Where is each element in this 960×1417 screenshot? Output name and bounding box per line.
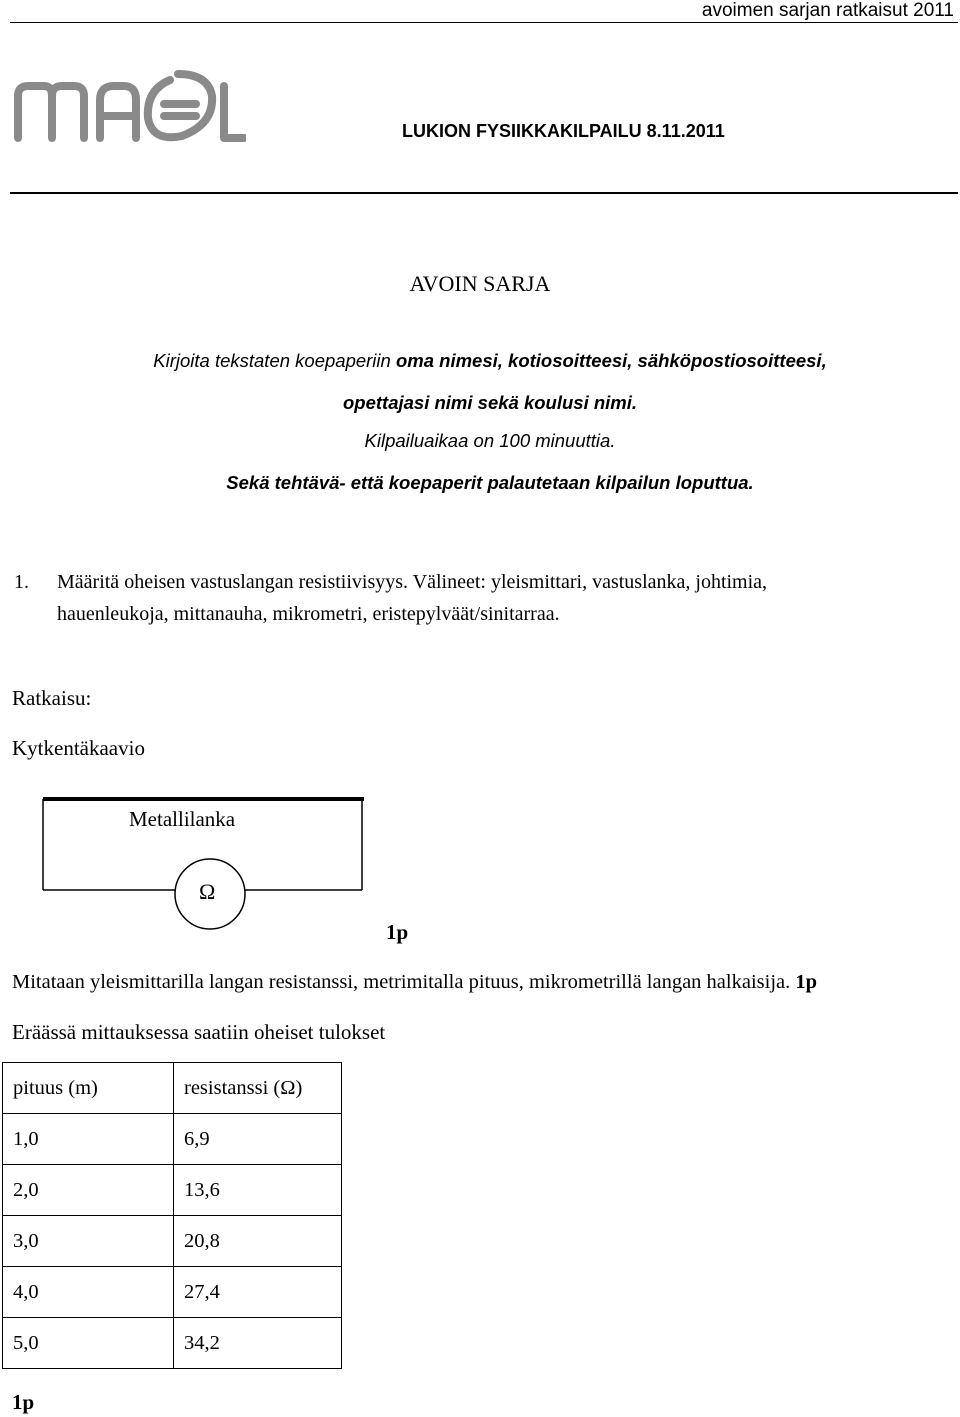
table-points: 1p — [12, 1390, 35, 1414]
table-row — [3, 1318, 342, 1369]
diagram-points: 1p — [386, 920, 409, 944]
table-header-row — [3, 1063, 342, 1114]
table-cell-length: 1,0 — [3, 1114, 174, 1165]
table-row — [3, 1165, 342, 1216]
results-intro: Eräässä mittauksessa saatiin oheiset tulokset — [12, 1020, 386, 1044]
measurement-text — [12, 971, 817, 994]
task-number: 1. — [14, 571, 29, 593]
table-cell-resistance: 6,9 — [174, 1114, 342, 1165]
ohm-symbol: Ω — [199, 879, 216, 904]
wire-label: Metallilanka — [129, 807, 236, 831]
table-cell-resistance: 13,6 — [174, 1165, 342, 1216]
measurement-points: 1p — [795, 971, 818, 993]
table-header-length: pituus (m) — [3, 1063, 174, 1114]
table-row — [3, 1114, 342, 1165]
contest-title: LUKION FYSIIKKAKILPAILU 8.11.2011 — [402, 121, 725, 141]
table-cell-resistance: 34,2 — [174, 1318, 342, 1369]
solution-label: Ratkaisu: — [12, 686, 92, 710]
table-cell-resistance: 20,8 — [174, 1216, 342, 1267]
table-header-resistance: resistanssi (Ω) — [174, 1063, 342, 1114]
instruction-line-2: opettajasi nimi sekä koulusi nimi. — [342, 392, 638, 413]
maol-logo — [12, 66, 246, 142]
diagram-label: Kytkentäkaavio — [12, 736, 145, 760]
table-row — [3, 1216, 342, 1267]
section-title: AVOIN SARJA — [409, 271, 551, 296]
table-cell-length: 5,0 — [3, 1318, 174, 1369]
table-cell-length: 2,0 — [3, 1165, 174, 1216]
table-row — [3, 1267, 342, 1318]
table-cell-resistance: 27,4 — [174, 1267, 342, 1318]
instruction-line-4: Sekä tehtävä- että koepaperit palautetaan kilpailun loputtua. — [226, 472, 754, 493]
instruction-line-3: Kilpailuaikaa on 100 minuuttia. — [364, 430, 616, 451]
running-header: avoimen sarjan ratkaisut 2011 — [701, 0, 954, 21]
table-cell-length: 3,0 — [3, 1216, 174, 1267]
results-table — [2, 1062, 342, 1369]
instruction-line-1-prefix: Kirjoita tekstaten koepaperiin — [153, 350, 396, 371]
table-cell-length: 4,0 — [3, 1267, 174, 1318]
instruction-line-1 — [0, 350, 960, 372]
instruction-line-1-emphasis: oma nimesi, kotiosoitteesi, sähköpostiosoitteesi, — [395, 350, 827, 371]
header-rule-bottom — [10, 192, 958, 194]
header-rule-top — [10, 22, 958, 23]
task-text-line-1: Määritä oheisen vastuslangan resistiivisyys. Välineet: yleismittari, vastuslanka, johtimia, — [57, 571, 768, 593]
task-text-line-2: hauenleukoja, mittanauha, mikrometri, eristepylväät/sinitarraa. — [57, 603, 560, 625]
measurement-sentence: Mitataan yleismittarilla langan resistanssi, metrimitalla pituus, mikrometrillä langan halkaisija. — [12, 971, 796, 993]
